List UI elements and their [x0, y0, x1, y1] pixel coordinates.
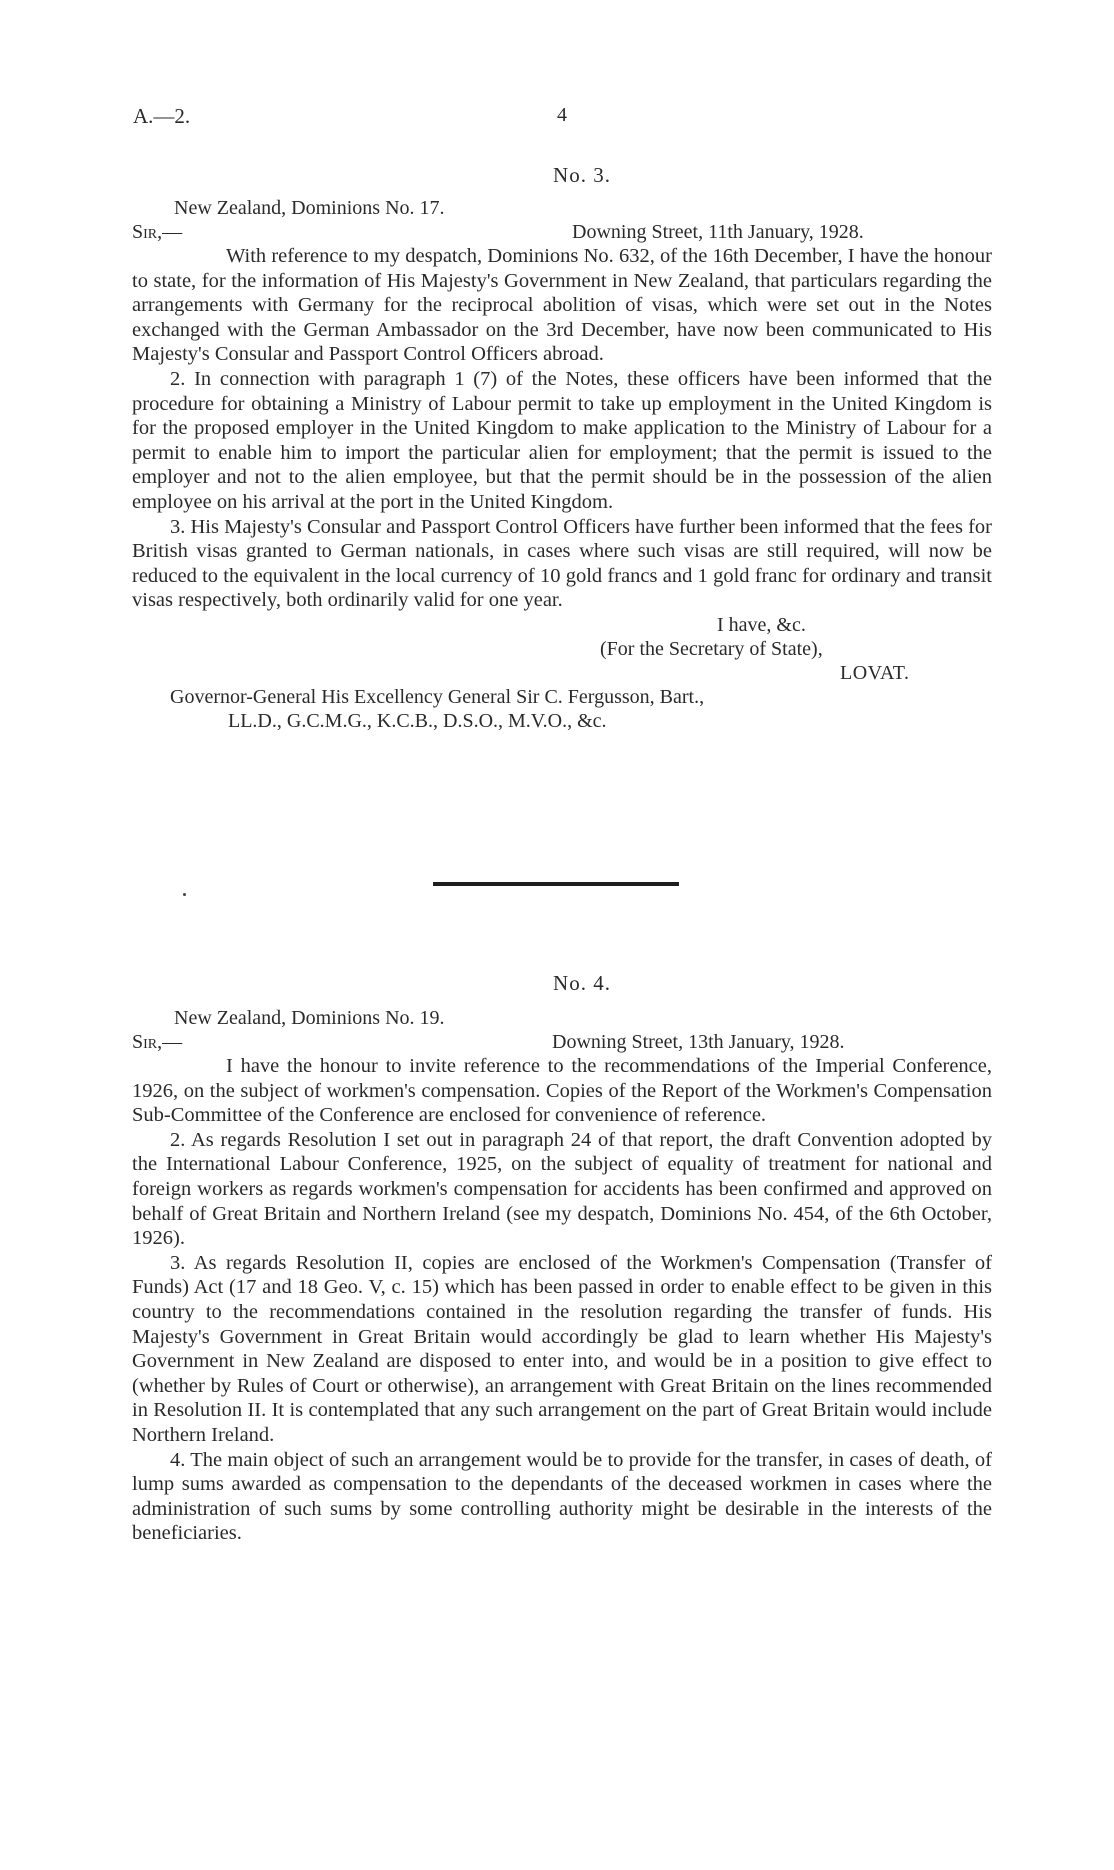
paragraph-3: 3. As regards Resolution II, copies are enclosed of the Workmen's Compensation (Transfer of Funds) Act (17 and 18 Geo. V, c. 15) which has been passed in order to enable effect to be given in this country to the recommendations contained in the resolution regarding the transfer of funds. His Majesty's Government in Great Britain would accordingly be glad to learn whether His Majesty's Government in New Zealand are disposed to enter into, and would be in a position to give effect to (whether by Rules of Court or otherwise), an arrangement with Great Britain on the lines recommended in Resolution II. It is contemplated that any such arrangement on the part of Great Britain would include Northern Ireland. [132, 1251, 992, 1446]
paragraph-2: 2. In connection with paragraph 1 (7) of the Notes, these officers have been informed that the procedure for obtaining a Ministry of Labour permit to take up employment in the United Kingdom is for the proposed employer in the United Kingdom to make application to the Ministry of Labour for a permit to enable him to import the particular alien for employment; that the permit is issued to the employer and not to the alien employee, but that the permit should be in the possession of the alien employee on his arrival at the port in the United Kingdom. [132, 367, 992, 513]
paragraph-4: 4. The main object of such an arrangement would be to provide for the transfer, in cases of death, of lump sums awarded as compensation to the dependants of the deceased workmen in cases where the administration of such sums by some controlling authority might be desirable in the interests of the beneficiaries. [132, 1448, 992, 1545]
section-divider [433, 882, 679, 886]
dateline: Downing Street, 13th January, 1928. [552, 1031, 845, 1053]
signature: LOVAT. [840, 661, 910, 684]
paragraph-3: 3. His Majesty's Consular and Passport Control Officers have further been informed that the fees for British visas granted to German nationals, in cases where such visas are still required, will now be reduced to the equivalent in the local currency of 10 gold francs and 1 gold franc for ordinary and transit visas respectively, both ordinarily valid for one year. [132, 515, 992, 612]
dateline: Downing Street, 11th January, 1928. [572, 221, 864, 243]
speck [183, 893, 186, 896]
letter-number: No. 3. [553, 163, 611, 187]
salutation-row [132, 220, 992, 244]
salutation-row [132, 1030, 992, 1054]
dominions-reference: New Zealand, Dominions No. 17. [174, 197, 445, 219]
closing-phrase: I have, &c. [717, 613, 806, 636]
letter-no-4 [132, 971, 992, 1546]
document-reference: A.—2. [133, 104, 191, 128]
paragraph-1: I have the honour to invite reference to the recommendations of the Imperial Conference, 1926, on the subject of workmen's compensation. Copies of the Report of the Workmen's Compensation Sub-Committee of the Conference are enclosed for convenience of reference. [132, 1055, 992, 1127]
page-number: 4 [557, 104, 567, 126]
closing-capacity: (For the Secretary of State), [600, 637, 823, 660]
letter-number: No. 4. [553, 971, 611, 995]
letter-no-3 [132, 163, 992, 734]
paragraph-1: With reference to my despatch, Dominions No. 632, of the 16th December, I have the honour to state, for the information of His Majesty's Government in New Zealand, that particulars regarding the arrangements with Germany for the reciprocal abolition of visas, which were set out in the Notes exchanged with the German Ambassador on the 3rd December, have now been communicated to His Majesty's Consular and Passport Control Officers abroad. [132, 245, 992, 366]
addressee-line-2: LL.D., G.C.M.G., K.C.B., D.S.O., M.V.O., &c. [228, 710, 607, 733]
paragraph-2: 2. As regards Resolution I set out in paragraph 24 of that report, the draft Convention adopted by the International Labour Conference, 1925, on the subject of equality of treatment for national and foreign workers as regards workmen's compensation for accidents has been confirmed and approved on behalf of Great Britain and Northern Ireland (see my despatch, Dominions No. 454, of the 6th October, 1926). [132, 1128, 992, 1250]
salutation: Sir,— [132, 1031, 183, 1053]
addressee-line-1: Governor-General His Excellency General Sir C. Fergusson, Bart., [170, 685, 705, 708]
salutation: Sir,— [132, 221, 183, 243]
dominions-reference: New Zealand, Dominions No. 19. [174, 1007, 445, 1029]
